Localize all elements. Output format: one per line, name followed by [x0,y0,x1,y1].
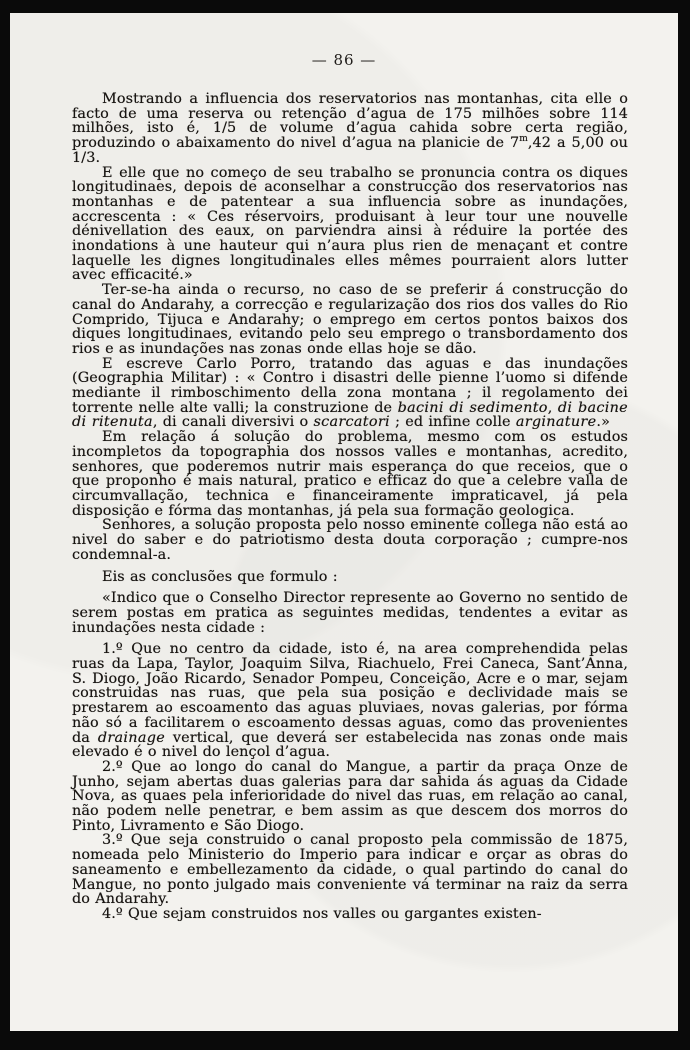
text-run: 4.º Que sejam construidos nos valles ou gargantes existen- [102,905,542,922]
paragraph [72,642,628,760]
text-run: 3.º Que seja construido o canal proposto pela commissão de 1875, nomeada pelo Ministerio do Imperio para indicar e orçar as obras do saneamento e embellezamento da cidade, o qual partindo do canal do Mangue, no ponto julgado mais conveniente vá terminar na raiz da serra do Andarahy. [72,832,628,908]
italic-run: di bacine di ritenuta [72,399,628,431]
paragraph [72,357,628,431]
page-number: — 86 — [311,51,377,69]
text-run: Ter-se-ha ainda o recurso, no caso de se preferir á construcção do canal do Andarahy, a correcção e regularização dos rios dos valles do Rio Comprido, Tijuca e Andarahy; o emprego em certos pontos baixos dos diques longitudinaes, evitando pelo seu emprego o transbordamento dos rios e as inundações nas zonas onde ellas hoje se dão. [72,282,628,357]
text-run: Senhores, a solução proposta pelo nosso eminente collega não está ao nivel do saber e do patriotismo desta douta corporação ; cumpre-nos condemnal-a. [72,517,628,563]
text-run: , di canali diversivi o [152,414,314,431]
paragraph [72,591,628,635]
text-column [72,92,628,922]
paragraph [72,570,628,585]
text-run: E elle que no começo de seu trabalho se pronuncia contra os diques longitudinaes, depois de aconselhar a construcção dos reservatorios nas montanhas e de patentear a sua influencia sobre as inundações, accrescenta : « Ces réservoirs, produisant à leur tour une nouvelle dénivellation des eaux, on parviendra ainsi à réduire la portée des inondations à une hauteur qui n’aura plus rien de menaçant et contre laquelle les dignes longitudinales elles mêmes pourraient alors lutter avec efficacité.» [72,164,628,284]
text-run: .» [596,414,610,431]
italic-run: drainage [97,729,166,746]
text-run: E escreve Carlo Porro, tratando das aguas e das inundações (Geographia Militar) : « Contro i disastri delle pienne l’uomo si difende mediante il rimboschimento della zona montana ; il regolamento dei torrente nelle alte valli; la construzione de [72,355,628,416]
text-run: ,42 a 5,00 ou 1/3. [72,135,628,166]
text-run: Mostrando a influencia dos reservatorios nas montanhas, cita elle o facto de uma reserva ou retenção d’agua de 175 milhões sobre 114 milhões, isto é, 1/5 de volume d’agua cahida sobre certa região, produzindo o abaixamento do nivel d’agua na planicie de 7 [72,91,628,152]
paragraph [72,907,628,922]
paragraph [72,518,628,562]
italic-run: arginature [515,414,597,431]
paragraph [72,166,628,284]
italic-run: bacini di sedimento [397,399,548,416]
paragraph [72,430,628,518]
text-run: 2.º Que ao longo do canal do Mangue, a partir da praça Onze de Junho, sejam abertas duas galerias para dar sahida ás aguas da Cidade Nova, as quaes pela inferioridade do nivel das ruas, em relação ao canal, não podem nelle penetrar, e bem assim as que descem dos morros do Pinto, Livramento e São Diogo. [72,758,628,834]
text-run: Eis as conclusões que formulo : [102,568,338,585]
paragraph [72,92,628,166]
paragraph [72,283,628,357]
text-run: vertical, que deverá ser estabelecida nas zonas onde mais elevado é o nivel do lençol d’agua. [72,729,628,761]
paragraph [72,760,628,834]
italic-run: scarcatori [313,414,390,431]
paragraph [72,833,628,907]
text-run: Em relação á solução do problema, mesmo com os estudos incompletos da topographia dos nossos valles e montanhas, acredito, senhores, que poderemos nutrir mais esperança do que receios, que o que proponho é mais natural, pratico e efficaz do que a celebre valla de circumvallação, technica e financeiramente impraticavel, já pela disposição e fórma das montanhas, já pela sua formação geologica. [72,429,628,519]
document-page [10,13,678,1031]
superscript-run: m [519,134,528,145]
text-run: 1.º Que no centro da cidade, isto é, na area comprehendida pelas ruas da Lapa, Taylor, Joaquim Silva, Riachuelo, Frei Caneca, Sant’Anna, S. Diogo, João Ricardo, Senador Pompeu, Conceição, Acre e o mar, sejam construidas nas ruas, que pela sua posição e declividade mais se prestarem ao escoamento das aguas pluviaes, novas galerias, por fórma não só a facilitarem o escoamento dessas aguas, como das provenientes da [72,641,628,746]
text-run: «Indico que o Conselho Director represente ao Governo no sentido de serem postas em pratica as seguintes medidas, tendentes a evitar as inundações nesta cidade : [72,590,628,636]
text-run: ; ed infine colle [389,414,516,431]
text-run: , [547,399,558,416]
